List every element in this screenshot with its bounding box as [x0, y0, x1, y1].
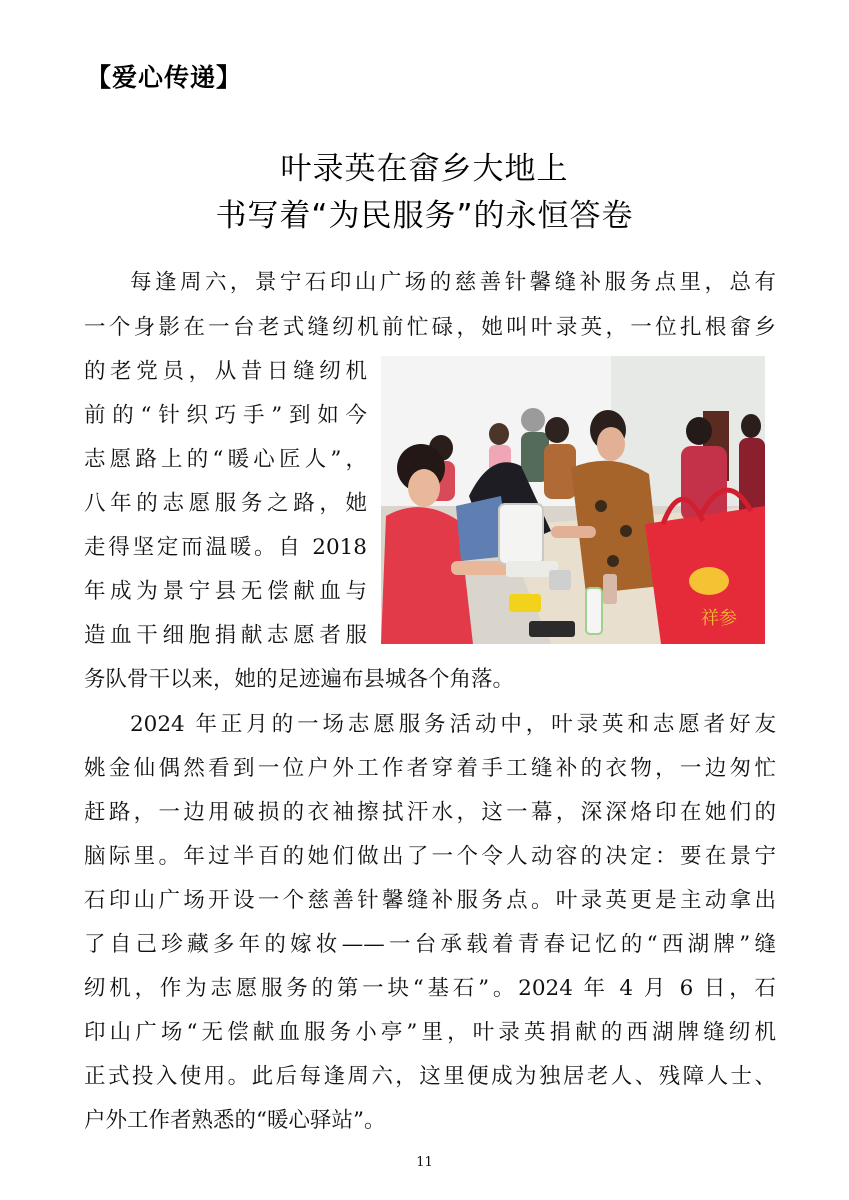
- para1-line: 造血干细胞捐献志愿者服: [84, 623, 367, 648]
- para2-line: 户外工作者熟悉的“暖心驿站”。: [84, 1108, 386, 1133]
- para1-line: 务队骨干以来，她的足迹遍布县城各个角落。: [84, 667, 515, 692]
- para1-line: 走得坚定而温暖。自 2018: [84, 535, 367, 560]
- para1-line: 每逢周六，景宁石印山广场的慈善针馨缝补服务点里，总有: [130, 270, 776, 295]
- article-title-line-2: 书写着“为民服务”的永恒答卷: [215, 198, 634, 234]
- para1-line: 前的“针织巧手”到如今: [84, 403, 367, 428]
- para2-line: 姚金仙偶然看到一位户外工作者穿着手工缝补的衣物，一边匆忙: [84, 756, 776, 781]
- para1-line: 八年的志愿服务之路，她: [84, 491, 367, 516]
- para2-line: 脑际里。年过半百的她们做出了一个令人动容的决定：要在景宁: [84, 844, 776, 869]
- volunteer-sewing-photo: [381, 356, 765, 644]
- article-title-line-1: 叶录英在畲乡大地上: [280, 151, 569, 187]
- para2-line: 了自己珍藏多年的嫁妆——一台承载着青春记忆的“西湖牌”缝: [84, 932, 776, 957]
- para1-line: 一个身影在一台老式缝纫机前忙碌，她叫叶录英，一位扎根畲乡: [84, 315, 776, 340]
- para2-line: 印山广场“无偿献血服务小亭”里，叶录英捐献的西湖牌缝纫机: [84, 1020, 776, 1045]
- page-number: 11: [416, 1155, 433, 1170]
- para2-line: 赶路，一边用破损的衣袖擦拭汗水，这一幕，深深烙印在她们的: [84, 800, 776, 825]
- para1-line: 志愿路上的“暖心匠人”，: [84, 447, 367, 472]
- para2-line: 2024 年正月的一场志愿服务活动中，叶录英和志愿者好友: [130, 712, 776, 737]
- para1-line: 的老党员，从昔日缝纫机: [84, 359, 367, 384]
- para1-line: 年成为景宁县无偿献血与: [84, 579, 367, 604]
- para2-line: 石印山广场开设一个慈善针馨缝补服务点。叶录英更是主动拿出: [84, 888, 776, 913]
- section-tag: 【爱心传递】: [86, 63, 243, 92]
- para2-line: 纫机，作为志愿服务的第一块“基石”。2024 年 4 月 6 日，石: [84, 976, 776, 1001]
- bag-text: 祥参: [701, 608, 737, 629]
- para2-line: 正式投入使用。此后每逢周六，这里便成为独居老人、残障人士、: [84, 1064, 776, 1089]
